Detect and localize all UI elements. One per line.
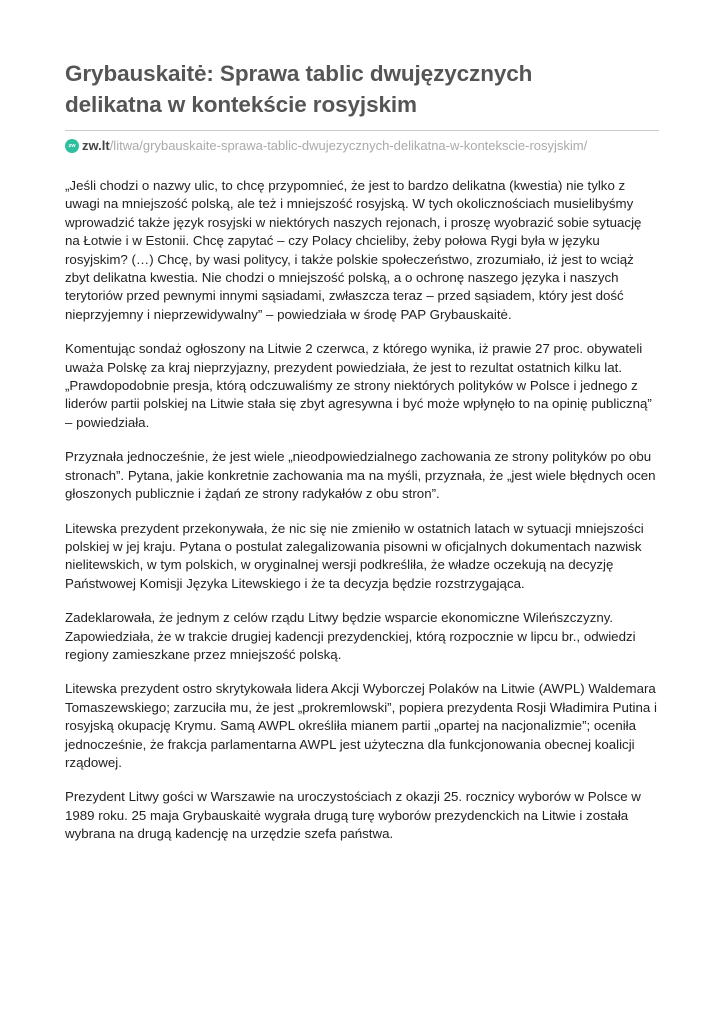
paragraph: Litewska prezydent przekonywała, że nic się nie zmieniło w ostatnich latach w sytuacji mniejszości polskiej w jej kraju. Pytana o postulat zalegalizowania pisowni w oficjalnych dokumentach nazwisk nielitewskich, w tym polskich, w oryginalnej wersji podkreśliła, że władze oczekują na decyzję Państwowej Komisji Języka Litewskiego i że ta decyzja będzie rozstrzygająca. [65,520,644,591]
title-divider [65,130,659,131]
paragraph: Prezydent Litwy gości w Warszawie na uroczystościach z okazji 25. rocznicy wyborów w Polsce w 1989 roku. 25 maja Grybauskaitė wygrała drugą turę wyborów prezydenckich na Litwie i została wybrana na drugą kadencję na urzędzie szefa państwa. [65,789,641,842]
article-body [65,177,659,844]
paragraph: Komentując sondaż ogłoszony na Litwie 2 czerwca, z którego wynika, iż prawie 27 proc. obywateli uważa Polskę za kraj nieprzyjazny, prezydent powiedziała, że jest to rezultat ostatnich kilku lat. „Prawdopodobnie presja, którą odczuwaliśmy ze strony niektórych polityków w Polsce i jednego z liderów partii polskiej na Litwie stała się zbyt agresywna i być może wpłynęło to na opinię publiczną” – powiedziała. [65,341,652,430]
paragraph: „Jeśli chodzi o nazwy ulic, to chcę przypomnieć, że jest to bardzo delikatna (kwestia) nie tylko z uwagi na mniejszość polską, ale też i mniejszość rosyjską. W tych okolicznościach musielibyśmy wprowadzić także język rosyjski w niektórych naszych rejonach, i proszę wyobrazić sobie sytuację na Łotwie i w Estonii. Chcę zapytać – czy Polacy chcieliby, żeby połowa Rygi była w języku rosyjskim? (…) Chcę, by wasi politycy, i także polskie społeczeństwo, zrozumiało, iż jest to wciąż zbyt delikatna kwestia. Nie chodzi o mniejszość polską, a o ochronę naszego języka i naszych terytoriów przed pewnymi innymi sąsiadami, zwłaszcza teraz – przed sąsiadem, który jest dość nieprzyjemny i nieprzewidywalny” – powiedziała w środę PAP Grybauskaitė. [65,178,642,322]
article-title-line-2: delikatna w kontekście rosyjskim [65,92,417,117]
source-path[interactable]: /litwa/grybauskaite-sprawa-tablic-dwujezycznych-delikatna-w-kontekscie-rosyjskim/ [109,138,588,153]
paragraph: Zadeklarowała, że jednym z celów rządu Litwy będzie wsparcie ekonomiczne Wileńszczyzny. Zapowiedziała, że w trakcie drugiej kadencji prezydenckiej, którą rozpocznie w lipcu br., odwiedzi regiony zamieszkane przez mniejszość polską. [65,610,636,662]
paragraph: Przyznała jednocześnie, że jest wiele „nieodpowiedzialnego zachowania ze strony polityków po obu stronach”. Pytana, jakie konkretnie zachowania ma na myśli, przyznała, że „jest wiele błędnych ocen głoszonych publicznie i żądań ze strony radykałów z obu stron”. [65,449,656,502]
article [65,58,659,860]
paragraph: Litewska prezydent ostro skrytykowała lidera Akcji Wyborczej Polaków na Litwie (AWPL) Waldemara Tomaszewskiego; zarzuciła mu, że jest „prokremlowski”, popiera prezydenta Rosji Władimira Putina i rosyjską okupację Krymu. Samą AWPL określiła mianem partii „opartej na nacjonalizmie”; oceniła jednocześnie, że frakcja parlamentarna AWPL jest użyteczna dla funkcjonowania obecnej koalicji rządowej. [65,681,657,770]
source-link[interactable] [65,137,659,155]
article-title [65,58,659,120]
source-domain[interactable]: zw.lt [82,138,110,153]
zw-logo-icon: zw [65,139,79,153]
article-title-line-1: Grybauskaitė: Sprawa tablic dwujęzycznych [65,61,533,86]
